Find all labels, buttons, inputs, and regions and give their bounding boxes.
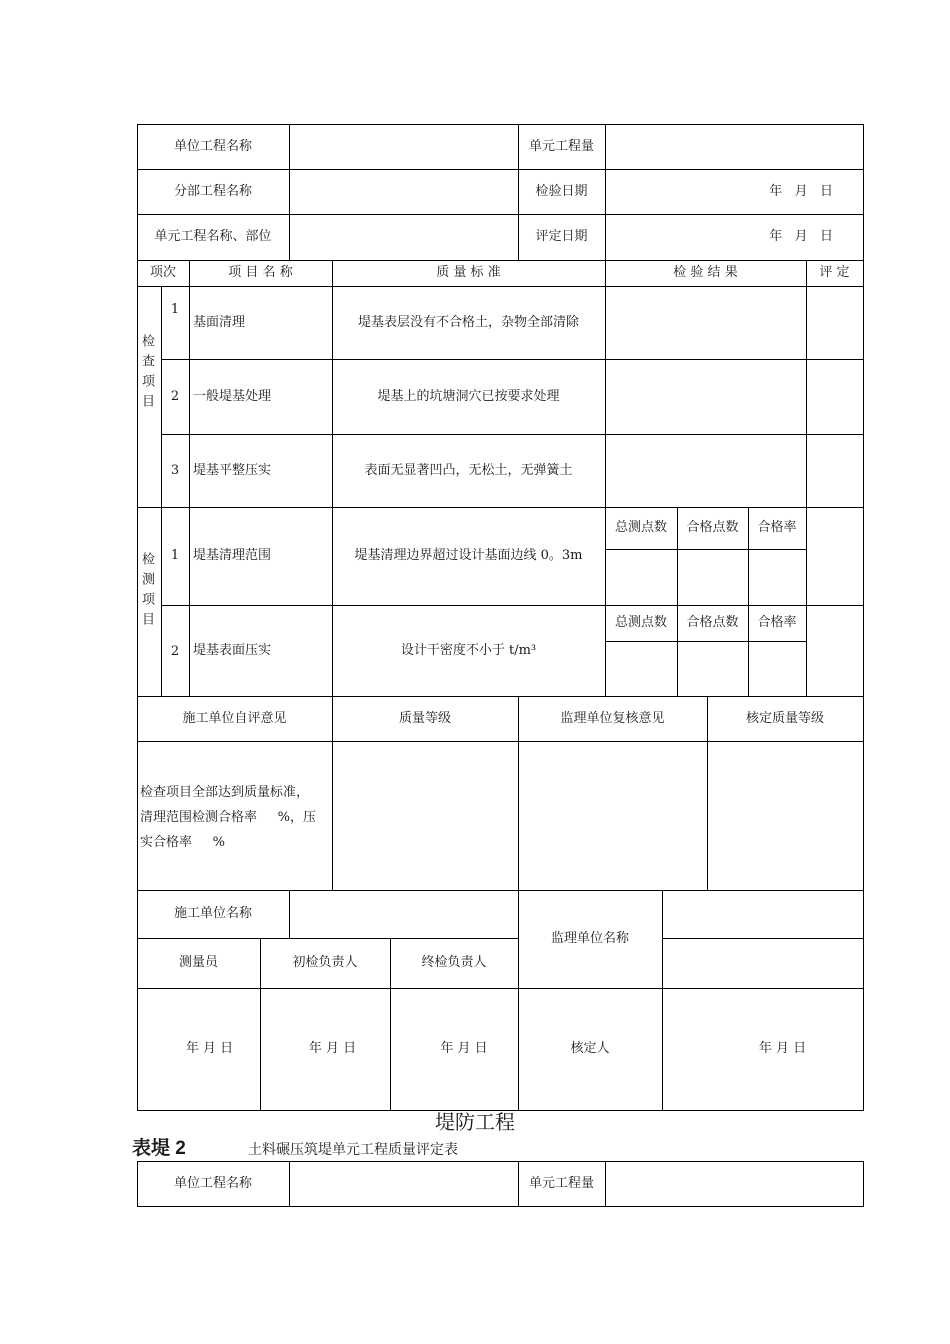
check-item-3-rating[interactable] bbox=[806, 434, 863, 507]
check-item-3-no: 3 bbox=[170, 462, 180, 478]
check-item-1-no: 1 bbox=[170, 302, 180, 318]
table2-label: 表堤 2 bbox=[132, 1138, 186, 1159]
check-item-1-name: 基面清理 bbox=[193, 314, 246, 330]
measure-item-2-standard: 设计干密度不小于 t/m³ bbox=[400, 642, 537, 658]
supervisor-name-field-2[interactable] bbox=[662, 938, 863, 988]
verified-grade-field[interactable] bbox=[707, 741, 863, 890]
inspect-date-field[interactable]: 年 月 日 bbox=[769, 183, 833, 199]
self-eval-line-3: 实合格率 % bbox=[140, 835, 226, 850]
self-eval-line-2: 清理范围检测合格率 %，压 bbox=[140, 810, 317, 825]
check-item-1-rating[interactable] bbox=[806, 286, 863, 359]
eval-date-label: 评定日期 bbox=[535, 229, 588, 245]
check-item-1-standard: 堤基表层没有不合格土，杂物全部清除 bbox=[357, 314, 579, 330]
supervisor-review-header: 监理单位复核意见 bbox=[560, 710, 665, 726]
measure-item-1-standard: 堤基清理边界超过设计基面边线 0。3m bbox=[354, 548, 583, 564]
check-item-3-result[interactable] bbox=[605, 434, 806, 507]
inspect-date-label: 检验日期 bbox=[535, 183, 588, 199]
verified-grade-header: 核定质量等级 bbox=[745, 710, 824, 726]
unit-project-name-label: 单位工程名称 bbox=[173, 138, 252, 154]
check-item-2-name: 一般堤基处理 bbox=[193, 388, 272, 404]
constructor-name-label: 施工单位名称 bbox=[173, 906, 252, 922]
self-eval-header: 施工单位自评意见 bbox=[182, 710, 287, 726]
unit-work-qty-field[interactable] bbox=[605, 124, 863, 169]
measure-item-2-name: 堤基表面压实 bbox=[193, 642, 272, 658]
unit-name-part-field[interactable] bbox=[289, 214, 518, 260]
unit-project-name-field[interactable] bbox=[289, 124, 518, 169]
measure-1-pass-rate-field[interactable] bbox=[748, 549, 806, 605]
sub-project-name-field[interactable] bbox=[289, 169, 518, 214]
self-eval-text[interactable] bbox=[140, 780, 332, 855]
constructor-name-field[interactable] bbox=[289, 890, 518, 938]
form2-unit-work-qty-field[interactable] bbox=[605, 1161, 863, 1206]
initial-inspector-label: 初检负责人 bbox=[292, 955, 358, 971]
check-item-1-result[interactable] bbox=[605, 286, 806, 359]
measure-item-2-no: 2 bbox=[170, 643, 180, 659]
measure-group-label: 检测项目 bbox=[139, 552, 154, 632]
check-group-label: 检查项目 bbox=[139, 334, 154, 414]
measure-item-1-name: 堤基清理范围 bbox=[193, 548, 272, 564]
eval-date-field[interactable]: 年 月 日 bbox=[769, 229, 833, 245]
measure-2-total-points-header: 总测点数 bbox=[614, 615, 667, 631]
quality-grade-header: 质量等级 bbox=[398, 710, 451, 726]
measure-item-2-rating[interactable] bbox=[806, 605, 863, 696]
unit-name-part-label: 单元工程名称、部位 bbox=[154, 229, 272, 245]
col-seq-header: 项次 bbox=[149, 265, 176, 281]
check-item-2-result[interactable] bbox=[605, 359, 806, 434]
verifier-label: 核定人 bbox=[570, 1041, 610, 1057]
measure-1-pass-rate-header: 合格率 bbox=[757, 520, 797, 536]
measure-1-total-points-field[interactable] bbox=[605, 549, 677, 605]
initial-inspector-date[interactable]: 年 月 日 bbox=[308, 1041, 357, 1057]
col-result-header: 检 验 结 果 bbox=[673, 265, 738, 281]
check-item-2-rating[interactable] bbox=[806, 359, 863, 434]
supervisor-name-field-1[interactable] bbox=[662, 890, 863, 938]
measure-1-pass-points-header: 合格点数 bbox=[686, 520, 739, 536]
table2-title: 土料碾压筑堤单元工程质量评定表 bbox=[248, 1142, 458, 1158]
measure-2-pass-points-field[interactable] bbox=[677, 641, 748, 696]
col-item-header: 项 目 名 称 bbox=[228, 265, 293, 281]
measure-1-pass-points-field[interactable] bbox=[677, 549, 748, 605]
section-title: 堤防工程 bbox=[435, 1112, 515, 1134]
form2-unit-work-qty-label: 单元工程量 bbox=[528, 1175, 594, 1191]
verifier-date[interactable]: 年 月 日 bbox=[758, 1041, 807, 1057]
measure-2-total-points-field[interactable] bbox=[605, 641, 677, 696]
measure-item-1-rating[interactable] bbox=[806, 507, 863, 605]
check-item-3-standard: 表面无显著凹凸，无松土，无弹簧土 bbox=[364, 462, 573, 478]
measure-2-pass-points-header: 合格点数 bbox=[686, 615, 739, 631]
sub-project-name-label: 分部工程名称 bbox=[173, 183, 252, 199]
surveyor-date[interactable]: 年 月 日 bbox=[185, 1041, 234, 1057]
measure-1-total-points-header: 总测点数 bbox=[614, 520, 667, 536]
quality-grade-field[interactable] bbox=[332, 741, 518, 890]
check-item-2-no: 2 bbox=[170, 388, 180, 404]
unit-work-qty-label: 单元工程量 bbox=[528, 138, 594, 154]
measure-item-1-no: 1 bbox=[170, 548, 180, 564]
supervisor-review-field[interactable] bbox=[518, 741, 707, 890]
surveyor-label: 测量员 bbox=[178, 955, 218, 971]
check-item-2-standard: 堤基上的坑塘洞穴已按要求处理 bbox=[377, 388, 560, 404]
final-inspector-label: 终检负责人 bbox=[421, 955, 487, 971]
final-inspector-date[interactable]: 年 月 日 bbox=[440, 1041, 488, 1057]
col-rating-header: 评 定 bbox=[819, 265, 850, 281]
check-item-3-name: 堤基平整压实 bbox=[193, 462, 272, 478]
form2-unit-project-name-label: 单位工程名称 bbox=[173, 1175, 252, 1191]
self-eval-line-1: 检查项目全部达到质量标准， bbox=[140, 785, 310, 800]
measure-2-pass-rate-header: 合格率 bbox=[757, 615, 797, 631]
measure-2-pass-rate-field[interactable] bbox=[748, 641, 806, 696]
form2-unit-project-name-field[interactable] bbox=[289, 1161, 518, 1206]
col-standard-header: 质 量 标 准 bbox=[436, 265, 501, 281]
supervisor-name-label: 监理单位名称 bbox=[550, 931, 629, 947]
